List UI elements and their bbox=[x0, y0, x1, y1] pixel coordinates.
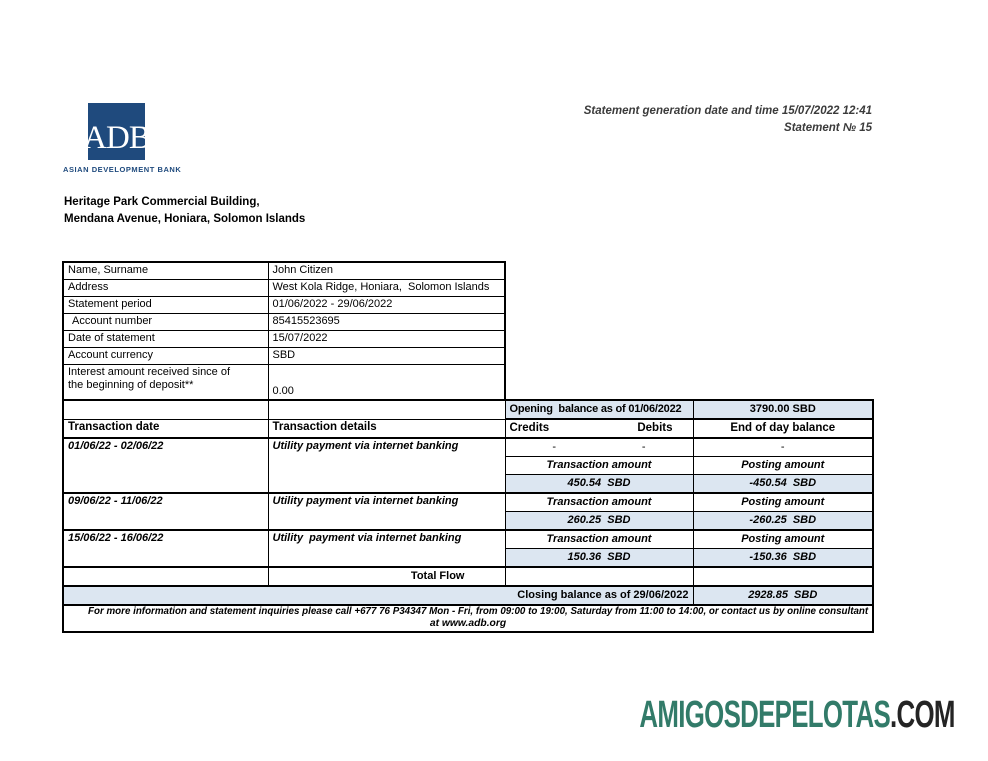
footer-note-cell bbox=[63, 605, 873, 632]
opening-balance-row bbox=[63, 400, 873, 419]
account-info-row bbox=[63, 314, 505, 331]
account-info-row bbox=[63, 297, 505, 314]
bank-address bbox=[64, 194, 305, 228]
info-label-statement-date: Date of statement bbox=[63, 331, 268, 348]
info-value-name: John Citizen bbox=[268, 262, 505, 280]
footer-note-line2: at www.adb.org bbox=[429, 618, 507, 630]
header-transaction-date: Transaction date bbox=[63, 419, 268, 438]
adb-logo-text: ADB bbox=[83, 120, 150, 156]
transaction-row bbox=[63, 530, 873, 549]
transaction-details: Utility payment via internet banking bbox=[268, 438, 505, 493]
header-credits: Credits bbox=[509, 421, 550, 434]
account-info-row bbox=[63, 262, 505, 280]
account-info-table bbox=[62, 261, 506, 401]
balance-dash: - bbox=[693, 438, 873, 457]
closing-balance-amount: 2928.85 SBD bbox=[693, 586, 873, 605]
total-flow-label: Total Flow bbox=[268, 567, 505, 586]
info-value-account-number: 85415523695 bbox=[268, 314, 505, 331]
opening-empty-cell-1 bbox=[63, 400, 268, 419]
transaction-row bbox=[63, 438, 873, 457]
statement-number-line: Statement № 15 bbox=[784, 122, 872, 134]
total-flow-empty-credits bbox=[505, 567, 693, 586]
interest-label-line1: Interest amount received since of bbox=[68, 366, 231, 378]
adb-logo bbox=[83, 103, 150, 160]
footer-note-row bbox=[63, 605, 873, 632]
credits-dash: - bbox=[552, 440, 557, 453]
total-flow-row bbox=[63, 567, 873, 586]
info-label-account-number: Account number bbox=[63, 314, 268, 331]
info-label-period: Statement period bbox=[63, 297, 268, 314]
transactions-table bbox=[62, 399, 874, 633]
table-header-row bbox=[63, 419, 873, 438]
posting-amount-label: Posting amount bbox=[693, 457, 873, 475]
transaction-details: Utility payment via internet banking bbox=[268, 530, 505, 567]
total-flow-empty-balance bbox=[693, 567, 873, 586]
transaction-amount-value: 260.25 SBD bbox=[505, 512, 693, 531]
info-value-currency: SBD bbox=[268, 348, 505, 365]
bank-address-line1: Heritage Park Commercial Building, bbox=[64, 196, 260, 208]
adb-logo-caption: ASIAN DEVELOPMENT BANK bbox=[63, 165, 182, 174]
header-transaction-details: Transaction details bbox=[268, 419, 505, 438]
transaction-date: 01/06/22 - 02/06/22 bbox=[63, 438, 268, 493]
footer-note-line1: For more information and statement inquiries please call +677 76 P34347 Mon - Fri, from 09:00 to 19:00, Saturday from 11:00 to 14:00, or contact us by online consultant bbox=[88, 606, 869, 617]
info-value-address: West Kola Ridge, Honiara, Solomon Islands bbox=[268, 280, 505, 297]
posting-amount-label: Posting amount bbox=[693, 493, 873, 512]
transaction-date: 09/06/22 - 11/06/22 bbox=[63, 493, 268, 530]
header-credits-debits bbox=[505, 419, 693, 438]
account-info-row bbox=[63, 280, 505, 297]
opening-empty-cell-2 bbox=[268, 400, 505, 419]
account-info-row bbox=[63, 365, 505, 401]
opening-balance-label: Opening balance as of 01/06/2022 bbox=[505, 400, 693, 419]
statement-tables bbox=[62, 261, 874, 633]
account-info-row bbox=[63, 331, 505, 348]
header-debits: Debits bbox=[637, 421, 673, 434]
bank-address-line2: Mendana Avenue, Honiara, Solomon Islands bbox=[64, 213, 306, 225]
info-label-currency: Account currency bbox=[63, 348, 268, 365]
info-label-address: Address bbox=[63, 280, 268, 297]
generation-date-line: Statement generation date and time 15/07/2022 12:41 bbox=[583, 105, 872, 117]
transaction-amount-label: Transaction amount bbox=[505, 493, 693, 512]
info-value-statement-date: 15/07/2022 bbox=[268, 331, 505, 348]
interest-label-line2: the beginning of deposit** bbox=[68, 379, 194, 392]
transaction-amount-label: Transaction amount bbox=[505, 457, 693, 475]
transaction-row bbox=[63, 493, 873, 512]
closing-balance-row bbox=[63, 586, 873, 605]
info-value-period: 01/06/2022 - 29/06/2022 bbox=[268, 297, 505, 314]
opening-balance-amount: 3790.00 SBD bbox=[693, 400, 873, 419]
watermark-suffix-text: .COM bbox=[890, 694, 955, 736]
info-value-interest: 0.00 bbox=[268, 365, 505, 401]
transaction-amount-label: Transaction amount bbox=[505, 530, 693, 549]
info-label-name: Name, Surname bbox=[63, 262, 268, 280]
transaction-amount-value: 150.36 SBD bbox=[505, 549, 693, 568]
total-flow-empty-date bbox=[63, 567, 268, 586]
posting-amount-value: -260.25 SBD bbox=[693, 512, 873, 531]
watermark-logo bbox=[639, 694, 955, 736]
closing-balance-label: Closing balance as of 29/06/2022 bbox=[63, 586, 693, 605]
header-end-of-day-balance: End of day balance bbox=[693, 419, 873, 438]
posting-amount-value: -450.54 SBD bbox=[693, 475, 873, 494]
account-info-row bbox=[63, 348, 505, 365]
watermark-brand-text: AMIGOSDEPELOTAS bbox=[639, 694, 891, 736]
transaction-details: Utility payment via internet banking bbox=[268, 493, 505, 530]
posting-amount-label: Posting amount bbox=[693, 530, 873, 549]
transaction-date: 15/06/22 - 16/06/22 bbox=[63, 530, 268, 567]
debits-dash: - bbox=[641, 440, 646, 453]
credits-debits-dash-cell bbox=[505, 438, 693, 457]
posting-amount-value: -150.36 SBD bbox=[693, 549, 873, 568]
transaction-amount-value: 450.54 SBD bbox=[505, 475, 693, 494]
info-label-interest bbox=[63, 365, 268, 401]
